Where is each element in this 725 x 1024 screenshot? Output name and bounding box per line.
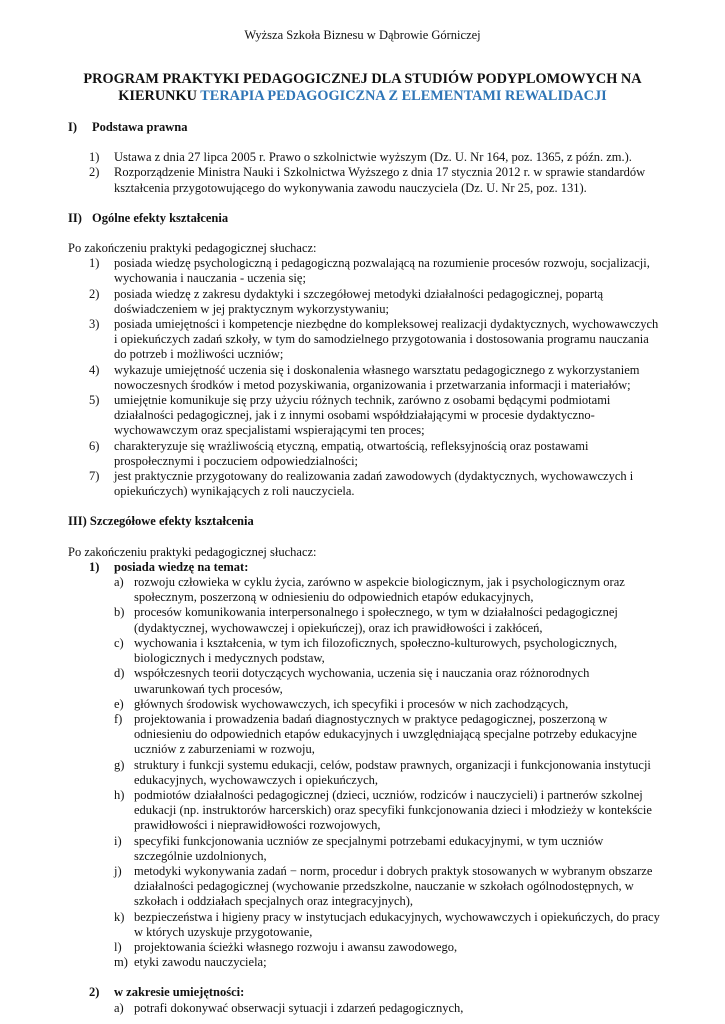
skills-list <box>68 1001 663 1016</box>
list-item: a) potrafi dokonywać obserwacji sytuacji i zdarzeń pedagogicznych, <box>114 1000 464 1015</box>
list-item: 5) umiejętnie komunikuje się przy użyciu różnych technik, zarówno z osobami będącymi podmiotami działalności pedagogicznej, jak i z innymi osobami współdziałającymi w procesie dydaktyczno-wychowawczym oraz specjalistami wspierającymi ten proces; <box>89 393 611 438</box>
list-item: 4) wykazuje umiejętność uczenia się i doskonalenia własnego warsztatu pedagogicznego z wykorzystaniem nowoczesnych środków i metod pozyskiwania, organizowania i przetwarzania informacji i materiałów; <box>89 362 640 392</box>
list-item: c) wychowania i kształcenia, w tym ich filozoficznych, społeczno-kulturowych, psychologicznych, biologicznych i medycznych podstaw, <box>114 635 618 666</box>
section-2-intro: Po zakończeniu praktyki pedagogicznej słuchacz: <box>68 241 317 256</box>
section-2-list <box>68 256 663 499</box>
knowledge-list <box>68 575 663 970</box>
section-3-intro: Po zakończeniu praktyki pedagogicznej słuchacz: <box>68 544 317 559</box>
skills-subheading: 2) w zakresie umiejętności: <box>89 985 245 1000</box>
section-3-heading: III) Szczegółowe efekty kształcenia <box>68 514 254 529</box>
list-item: 3) posiada umiejętności i kompetencje niezbędne do kompleksowej realizacji dydaktycznych, wychowawczych i opiekuńczych zadań szkoły, w tym do samodzielnego przygotowania i dostosowania programu nauczania do potrzeb i możliwości uczniów; <box>89 317 659 362</box>
list-item: 2) Rozporządzenie Ministra Nauki i Szkolnictwa Wyższego z dnia 17 stycznia 2012 r. w sprawie standardów kształcenia przygotowującego do wykonywania zawodu nauczyciela (Dz. U. Nr 25, poz. 131). <box>89 165 646 195</box>
section-1-heading: I) Podstawa prawna <box>68 120 188 134</box>
list-item: 1) Ustawa z dnia 27 lipca 2005 r. Prawo o szkolnictwie wyższym (Dz. U. Nr 164, poz. 1365, z późn. zm.). <box>89 150 632 165</box>
list-item: b) procesów komunikowania interpersonalnego i społecznego, w tym w działalności pedagogicznej (dydaktycznej, wychowawczej i opiekuńczej), oraz ich prawidłowości i zakłóceń, <box>114 605 618 635</box>
title-program-name: TERAPIA PEDAGOGICZNA Z ELEMENTAMI REWALIDACJI <box>200 88 607 104</box>
list-item: m) etyki zawodu nauczyciela; <box>114 955 267 970</box>
list-item: h) podmiotów działalności pedagogicznej (dzieci, uczniów, rodziców i nauczycieli) i partnerów szkolnej edukacji (np. instruktorów harcerskich) oraz specyfiki funkcjonowania dzieci i młodzieży w kontekście prawidłowości i nieprawidłowości rozwojowych, <box>114 787 652 833</box>
title-line-1: PROGRAM PRAKTYKI PEDAGOGICZNEJ DLA STUDIÓW PODYPLOMOWYCH NA <box>83 71 642 87</box>
list-item: d) współczesnych teorii dotyczących wychowania, uczenia się i nauczania oraz różnorodnych uwarunkowań tych procesów, <box>114 666 590 696</box>
page-header: Wyższa Szkoła Biznesu w Dąbrowie Górniczej <box>244 28 481 42</box>
list-item: a) rozwoju człowieka w cyklu życia, zarówno w aspekcie biologicznym, jak i psychologicznym oraz społecznym, poszerzoną w odniesieniu do odpowiednich etapów edukacyjnych, <box>114 575 625 605</box>
section-2-heading: II) Ogólne efekty kształcenia <box>68 210 229 225</box>
document-body <box>68 120 663 1016</box>
list-item: j) metodyki wykonywania zadań − norm, procedur i dobrych praktyk stosowanych w wybranym obszarze działalności pedagogicznej (wychowanie przedszkolne, nauczanie w szkołach ogólnodostępnych, w szkołach i oddziałach specjalnych oraz integracyjnych), <box>114 863 653 909</box>
list-item: 1) posiada wiedzę psychologiczną i pedagogiczną pozwalającą na rozumienie procesów rozwoju, socjalizacji, wychowania i nauczania - uczenia się; <box>89 256 650 286</box>
list-item: 2) posiada wiedzę z zakresu dydaktyki i szczegółowej metodyki działalności pedagogicznej, popartą doświadczeniem w jej praktycznym wykorzystywaniu; <box>89 286 604 316</box>
list-item: 7) jest praktycznie przygotowany do realizowania zadań zawodowych (dydaktycznych, wychowawczych i opiekuńczych) wynikających z roli nauczyciela. <box>89 469 634 499</box>
title-line-2 <box>70 88 655 105</box>
list-item: i) specyfiki funkcjonowania uczniów ze specjalnymi potrzebami edukacyjnymi, w tym uczniów szczególnie uzdolnionych, <box>114 833 604 863</box>
list-item: g) struktury i funkcji systemu edukacji, celów, podstaw prawnych, organizacji i funkcjonowania instytucji edukacyjnych, wychowawczych i opiekuńczych, <box>114 757 651 787</box>
section-1-list <box>68 150 663 196</box>
list-item: l) projektowania ścieżki własnego rozwoju i awansu zawodowego, <box>114 939 458 954</box>
list-item: f) projektowania i prowadzenia badań diagnostycznych w praktyce pedagogicznej, poszerzoną w odniesieniu do odpowiednich etapów edukacyjnych i uwzględniającą specjalne potrzeby edukacyjne uczniów z zaburzeniami w rozwoju, <box>114 711 637 757</box>
title-line-2-prefix: KIERUNKU <box>118 88 201 104</box>
list-item: k) bezpieczeństwa i higieny pracy w instytucjach edukacyjnych, wychowawczych i opiekuńczych, do pracy w których uzyskuje przygotowanie, <box>114 909 660 939</box>
list-item: 6) charakteryzuje się wrażliwością etyczną, empatią, otwartością, refleksyjnością oraz postawami prospołecznymi i poczuciem odpowiedzialności; <box>89 438 589 468</box>
document-title <box>70 71 655 105</box>
list-item: e) głównych środowisk wychowawczych, ich specyfiki i procesów w nich zachodzących, <box>114 696 569 711</box>
knowledge-subheading: 1) posiada wiedzę na temat: <box>89 559 249 574</box>
